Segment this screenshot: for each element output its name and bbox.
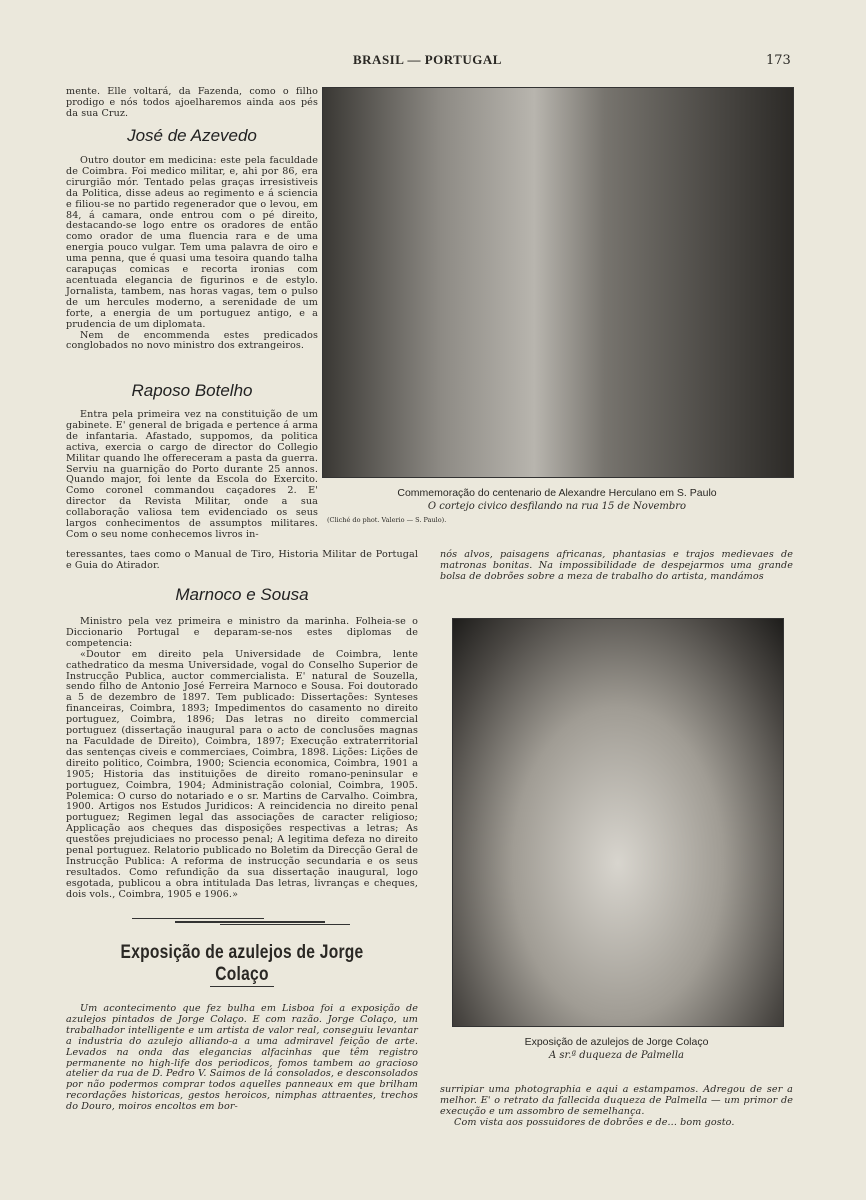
section-body [66,410,318,541]
divider [132,918,264,919]
section-body [66,156,318,352]
running-header: BRASIL — PORTUGAL [353,52,502,67]
article-continued [440,550,793,583]
divider [220,924,350,925]
section-body-wide [66,550,418,572]
divider [210,986,274,987]
photo-subcaption: A sr.ª duqueza de Palmella [548,1050,685,1061]
paragraph: Nem de encommenda estes predicados conglobados no novo ministro dos extrangeiros. [66,329,318,352]
photo-caption: Exposição de azulejos de Jorge Colaço [524,1036,709,1048]
paragraph: teressantes, taes como o Manual de Tiro, Historia Militar de Portugal e Guia do Atirador. [66,549,418,571]
section-body [66,617,418,901]
paragraph: Outro doutor em medicina: este pela faculdade de Coimbra. Foi medico militar, e, ahi por 86, era cirurgião mór. Tentado pelas graças irresistiveis da Politica, disse adeus ao regimento e á sciencia e filiou-se no partido regenerador que o levou, em 84, á camara, onde entrou com o pé direito, destacando-se logo entre os oradores de então como orador de uma fluencia rara e de uma energia pouco vulgar. Tem uma palavra de oiro e uma penna, que é quasi uma tesoira quando talha carapuças comicas e recorta ironias com acentuada elegancia de figurinos e de estylo. Jornalista, tambem, nas horas vagas, tem o pulso de um hercules moderno, a serenidade de um forte, a energia de um portuguez antigo, e a prudencia de um diplomata. [66,155,318,330]
article-body-end [440,1085,793,1129]
paragraph: «Doutor em direito pela Universidade de Coimbra, lente cathedratico da mesma Universidade, vogal do Conselho Superior de Instrucção Publica, auctor commercialista. E' natural de Souzella, sendo filho de Antonio José Ferreira Marnoco e Sousa. Foi doutorado a 5 de dezembro de 1897. Tem publicado: Dissertações: Synteses financeiras, Coimbra, 1893; Impedimentos do casamento no direito portuguez, Coimbra, 1896; Das letras no direito commercial portuguez (dissertação inaugural para o acto de conclusões magnas na Faculdade de Direito), Coimbra, 1897; Execução extraterritorial das sentenças civeis e commerciaes, Coimbra, 1898. Lições: Lições de direito politico, Coimbra, 1900; Sciencia economica, Coimbra, 1901 a 1905; Historia das instituições de direito romano-peninsular e portuguez, Coimbra, 1904; Administração colonial, Coimbra, 1905. Polemica: O curso do notariado e o sr. Martins de Carvalho. Coimbra, 1900. Artigos nos Estudos Juridicos: A reincidencia no direito penal portuguez; Regimen legal das associações de caracter religioso; Applicação aos cheques das disposições respectivas a letras; As questões prejudiciaes no processo penal; A legitima defeza no direito penal portuguez. Relatorio publicado no Boletim da Direcção Geral de Instrucção Publica: A reforma de instrucção secundaria e os seus resultados. Como refundição da sua dissertação inaugural, logo esgotada, publicou a obra intitulada Das letras, livranças e cheques, dois vols., Coimbra, 1905 e 1906.» [66,648,418,900]
section-heading: Marnoco e Sousa [175,585,309,604]
street-parade-photo [322,87,794,478]
paragraph: Com vista aos possuidores de dobrões e de... bom gosto. [454,1116,735,1128]
photo-subcaption: O cortejo civico desfilando na rua 15 de Novembro [427,501,687,512]
intro-paragraph: mente. Elle voltará, da Fazenda, como o filho prodigo e nós todos ajoelharemos ainda aos pés da sua Cruz. [66,86,318,119]
page-number: 173 [766,53,791,68]
paragraph: Um acontecimento que fez bulha em Lisboa foi a exposição de azulejos pintados de Jorge Colaço. E com razão. Jorge Colaço, um trabalhador intelligente e um artista de valor real, conseguiu levantar a industria do azulejo alliando-a a uma admiravel feição de arte. Levados na onda das elegancias alfacinhas que têm registro permanente no high-life dos periodicos, fomos tambem ao gracioso atelier da rua de D. Pedro V. Saimos de lá consolados, e desconsolados por não podermos comprar todos aquelles panneaux em que brilham recordações historicas, gestos heroicos, nimphas attraentes, trechos do Douro, moiros encoltos em bor- [66,1003,418,1113]
article-body [66,1004,418,1113]
photo-caption: Commemoração do centenario de Alexandre Herculano em S. Paulo [397,487,717,499]
article-title: Exposição de azulejos de Jorge Colaço [120,942,364,985]
photo-credit: (Cliché do phot. Valerio — S. Paulo). [327,516,447,524]
paragraph: surripiar uma photographia e aqui a estampamos. Adregou de ser a melhor. E' o retrato da fallecida duqueza de Palmella — um primor de execução e um assombro de semelhança. [440,1084,793,1117]
section-heading: José de Azevedo [127,126,257,145]
paragraph: Entra pela primeira vez na constituição de um gabinete. E' general de brigada e pertence á arma de infantaria. Afastado, suppomos, da politica activa, exercia o cargo de director do Collegio Militar quando lhe offereceram a pasta da guerra. Serviu na guarnição do Porto durante 25 annos. Quando major, foi lente da Escola do Exercito. Como coronel commandou caçadores 2. E' director da Revista Militar, onde a sua collaboração valiosa tem evidenciado os seus largos conhecimentos de assumptos militares. Com o seu nome conhecemos livros in- [66,409,318,540]
divider [175,921,325,923]
azulejo-panel-photo [452,618,784,1027]
paragraph: Ministro pela vez primeira e ministro da marinha. Folheia-se o Diccionario Portugal e deparam-se-nos estes diplomas de competencia: [66,616,418,649]
section-heading: Raposo Botelho [131,381,253,400]
intro-text [66,87,318,120]
paragraph: nós alvos, paisagens africanas, phantasias e trajos medievaes de matronas bonitas. Na impossibilidade de despejarmos uma grande bolsa de dobrões sobre a meza de trabalho do artista, mandámos [440,549,793,582]
